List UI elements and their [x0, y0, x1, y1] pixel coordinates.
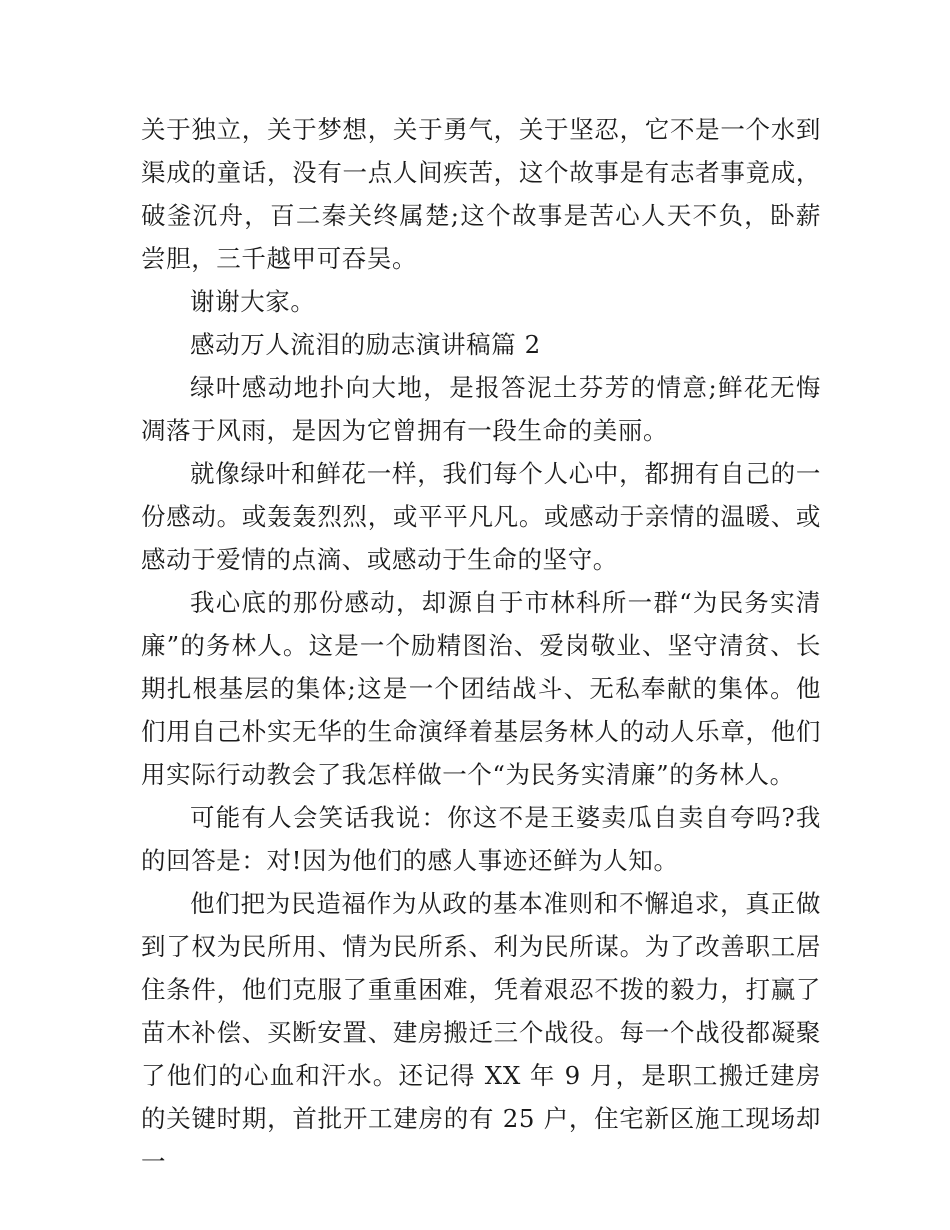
paragraph-1: 关于独立，关于梦想，关于勇气，关于坚忍，它不是一个水到渠成的童话，没有一点人间疾苦，这个故事是有志者事竟成，破釜沉舟，百二秦关终属楚;这个故事是苦心人天不负，卧薪尝胆，三千越甲可吞吴。	[141, 115, 821, 273]
paragraph-4: 就像绿叶和鲜花一样，我们每个人心中，都拥有自己的一份感动。或轰轰烈烈，或平平凡凡。或感动于亲情的温暖、或感动于爱情的点滴、或感动于生命的坚守。	[141, 459, 821, 574]
paragraph-2: 谢谢大家。	[190, 287, 316, 316]
paragraph-6: 可能有人会笑话我说：你这不是王婆卖瓜自卖自夸吗?我的回答是：对!因为他们的感人事迹还鲜为人知。	[141, 803, 821, 875]
section-heading: 感动万人流泪的励志演讲稿篇 2	[190, 330, 541, 359]
paragraph-3: 绿叶感动地扑向大地，是报答泥土芬芳的情意;鲜花无悔凋落于风雨，是因为它曾拥有一段生命的美丽。	[141, 373, 821, 445]
paragraph-7: 他们把为民造福作为从政的基本准则和不懈追求，真正做到了权为民所用、情为民所系、利为民所谋。为了改善职工居住条件，他们克服了重重困难，凭着艰忍不拨的毅力，打赢了苗木补偿、买断安置、建房搬迁三个战役。每一个战役都凝聚了他们的心血和汗水。还记得 XX 年 9 月，是职工搬迁建房的关键时期，首批开工建房的有 25 户，住宅新区施工现场却一	[141, 889, 821, 1176]
document-body	[141, 108, 821, 1183]
paragraph-5: 我心底的那份感动，却源自于市林科所一群“为民务实清廉”的务林人。这是一个励精图治、爱岗敬业、坚守清贫、长期扎根基层的集体;这是一个团结战斗、无私奉献的集体。他们用自己朴实无华的生命演绎着基层务林人的动人乐章，他们用实际行动教会了我怎样做一个“为民务实清廉”的务林人。	[141, 588, 821, 789]
